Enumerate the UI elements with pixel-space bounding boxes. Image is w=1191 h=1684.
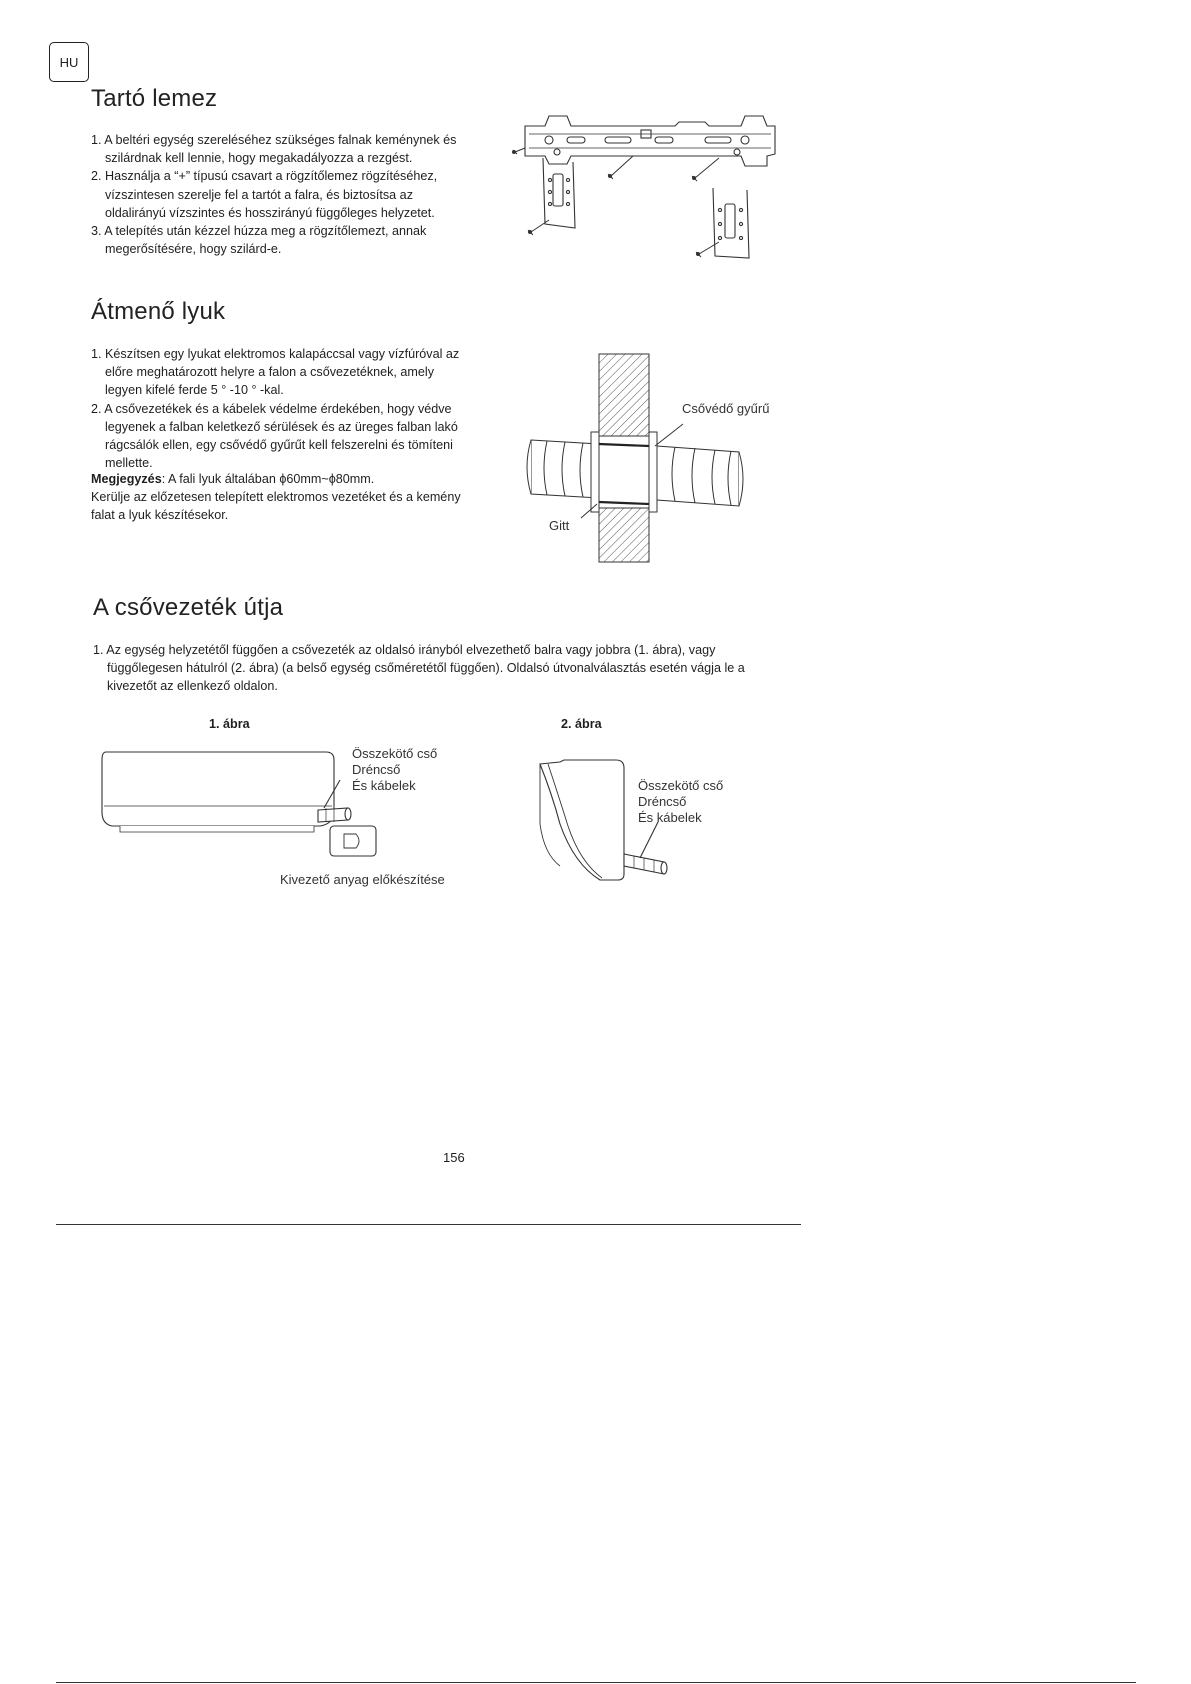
mounting-plate-diagram	[505, 108, 785, 266]
plate-body	[525, 116, 775, 166]
list-item: 1. Készítsen egy lyukat elektromos kalapáccsal vagy vízfúróval az előre meghatározott helyre a falon a csővezetéknek, amely legyen kifelé ferde 5 ° -10 ° -kal.	[91, 347, 460, 398]
pipe-right	[657, 446, 739, 506]
note-text: : A fali lyuk általában ϕ60mm~ϕ80mm.	[161, 472, 375, 486]
fig1-unit-drawing	[98, 746, 380, 862]
fig2-callout	[638, 778, 723, 826]
language-badge: HU	[49, 42, 89, 82]
through-hole-steps	[91, 345, 471, 472]
putty-label: Gitt	[549, 518, 570, 533]
page-number: 156	[443, 1150, 465, 1165]
divider-rule	[56, 1224, 801, 1225]
indoor-unit-body	[102, 752, 334, 826]
callout-line: Összekötő cső	[352, 746, 438, 761]
wall-hole-diagram	[525, 352, 805, 564]
list-item: 3. A telepítés után kézzel húzza meg a rögzítőlemezt, annak megerősítésére, hogy szilárd-e.	[91, 224, 427, 257]
callout-line: És kábelek	[638, 810, 702, 825]
list-item: 1. A beltéri egység szereléséhez szükséges falnak keménynek és szilárdnak kell lennie, hogy megakadályozza a rezgést.	[91, 133, 457, 166]
callout-line: És kábelek	[352, 778, 416, 793]
left-bracket	[543, 158, 575, 228]
pipe-route-steps	[93, 641, 793, 696]
note	[91, 470, 471, 525]
fig1-caption: Kivezető anyag előkészítése	[280, 872, 445, 887]
section-title-through-hole: Átmenő lyuk	[91, 298, 226, 325]
pipe-left	[531, 440, 599, 498]
fig1-label: 1. ábra	[209, 717, 250, 731]
bottom-rule	[56, 1682, 1136, 1683]
section-title-mounting-plate: Tartó lemez	[91, 85, 218, 112]
callout-line: Dréncső	[352, 762, 401, 777]
section-title-pipe-route: A csővezeték útja	[93, 594, 284, 621]
note-extra: Kerülje az előzetesen telepített elektromos vezetéket és a kemény falat a lyuk készítésekor.	[91, 490, 461, 523]
ring-label: Csővédő gyűrű	[682, 401, 770, 416]
fig2-label: 2. ábra	[561, 717, 602, 731]
list-item: 2. A csővezetékek és a kábelek védelme érdekében, hogy védve legyenek a falban keletkező sérülések és az üreges falban lakó rágcsálók ellen, egy csővédő gyűrűt kell felszerelni és tömíteni mellette.	[91, 401, 458, 471]
list-item: 2. Használja a “+” típusú csavart a rögzítőlemez rögzítéséhez, vízszintesen szerelje fel a tartót a falra, és biztosítsa az oldalirányú vízszintes és hosszirányú függőleges helyzetet.	[91, 169, 438, 220]
callout-line: Összekötő cső	[638, 778, 724, 793]
note-label: Megjegyzés	[91, 472, 162, 486]
list-item: 1. Az egység helyzetétől függően a csővezeték az oldalsó irányból elvezethető balra vagy jobbra (1. ábra), vagy függőlegesen hátulról (2. ábra) (a belső egység csőméretétől függően). Oldalsó útvonalválasztás esetén vágja le a kivezetőt az ellenkező oldalon.	[93, 643, 745, 694]
mounting-plate-steps	[91, 131, 471, 258]
callout-line: Dréncső	[638, 794, 687, 809]
fig1-callout	[352, 746, 437, 794]
